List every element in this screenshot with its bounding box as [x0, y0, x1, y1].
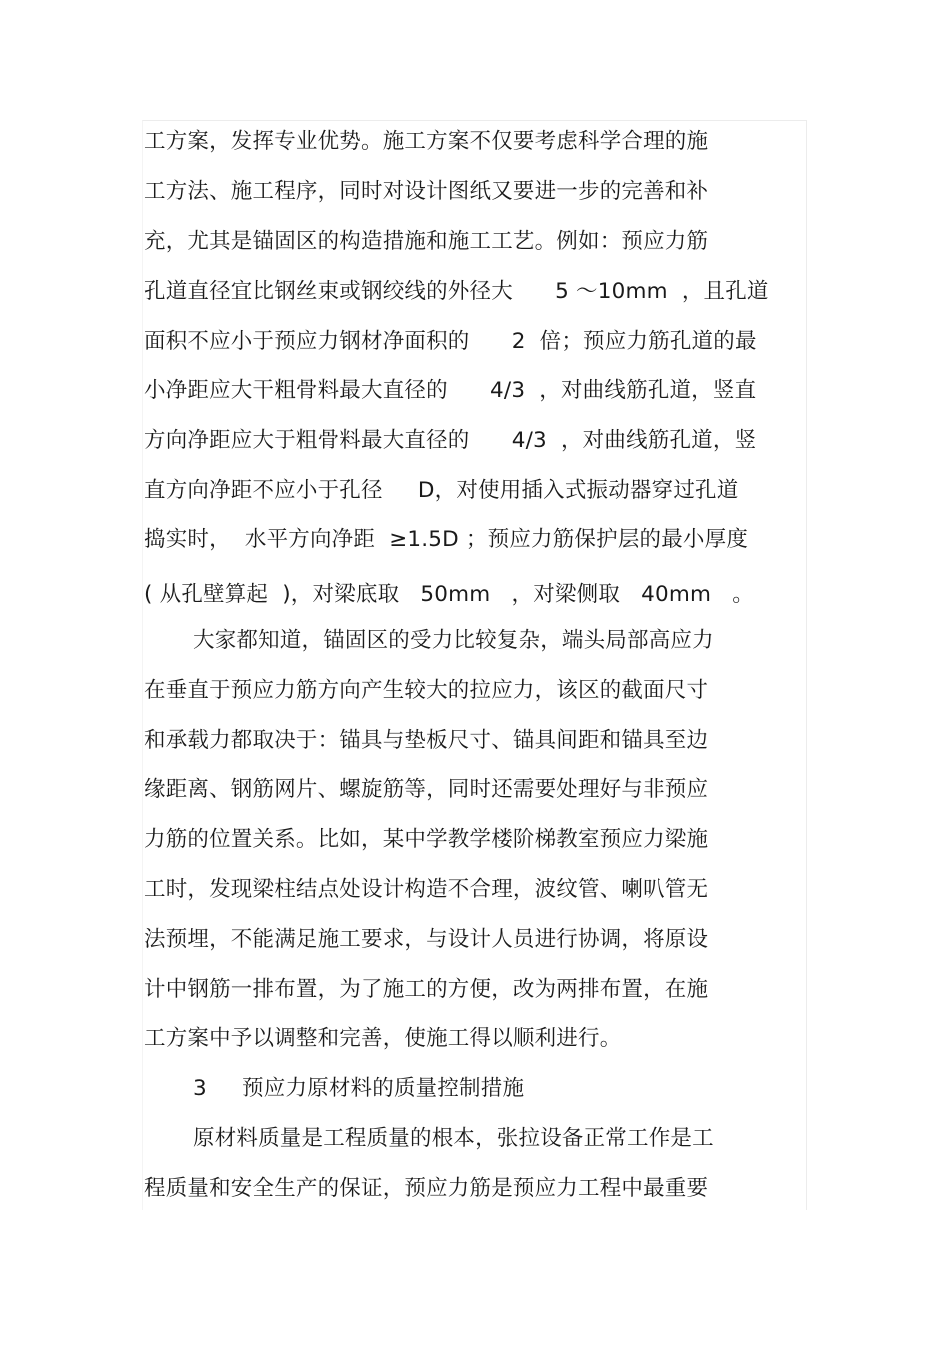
text-line: 孔道直径宜比钢丝束或钢绞线的外径大 5 ～10mm ，且孔道: [144, 279, 769, 304]
text-line: 小净距应大干粗骨料最大直径的 4/3 ，对曲线筋孔道，竖直: [144, 378, 757, 403]
text-line: 捣实时， 水平方向净距 ≥1.5D ；预应力筋保护层的最小厚度: [144, 527, 749, 552]
text-line: 计中钢筋一排布置，为了施工的方便，改为两排布置，在施: [144, 977, 709, 1002]
text-line: 直方向净距不应小于孔径 D，对使用插入式振动器穿过孔道: [144, 478, 739, 503]
paragraph-first-line: 原材料质量是工程质量的根本，张拉设备正常工作是工: [193, 1126, 714, 1151]
text-line: 面积不应小于预应力钢材净面积的 2 倍；预应力筋孔道的最: [144, 329, 757, 354]
text-line: 缘距离、钢筋网片、螺旋筋等，同时还需要处理好与非预应: [144, 777, 709, 802]
text-line: 在垂直于预应力筋方向产生较大的拉应力，该区的截面尺寸: [144, 678, 709, 703]
text-line: 和承载力都取决于：锚具与垫板尺寸、锚具间距和锚具至边: [144, 728, 709, 753]
text-line: 工方案中予以调整和完善，使施工得以顺利进行。: [144, 1026, 622, 1051]
section-heading: 3 预应力原材料的质量控制措施: [193, 1076, 525, 1101]
paragraph-first-line: 大家都知道，锚固区的受力比较复杂，端头局部高应力: [193, 628, 714, 653]
text-line: 法预埋，不能满足施工要求，与设计人员进行协调，将原设: [144, 927, 709, 952]
text-line: 程质量和安全生产的保证，预应力筋是预应力工程中最重要: [144, 1176, 709, 1201]
text-line: 工方案，发挥专业优势。施工方案不仅要考虑科学合理的施: [144, 129, 709, 154]
text-line: 充，尤其是锚固区的构造措施和施工工艺。例如：预应力筋: [144, 229, 709, 254]
text-line: 工方法、施工程序，同时对设计图纸又要进一步的完善和补: [144, 179, 709, 204]
text-line: 工时，发现梁柱结点处设计构造不合理，波纹管、喇叭管无: [144, 877, 709, 902]
text-line: 力筋的位置关系。比如，某中学教学楼阶梯教室预应力梁施: [144, 827, 709, 852]
text-line: ( 从孔壁算起 )，对梁底取 50mm ，对梁侧取 40mm 。: [144, 582, 754, 607]
text-line: 方向净距应大于粗骨料最大直径的 4/3 ，对曲线筋孔道，竖: [144, 428, 757, 453]
